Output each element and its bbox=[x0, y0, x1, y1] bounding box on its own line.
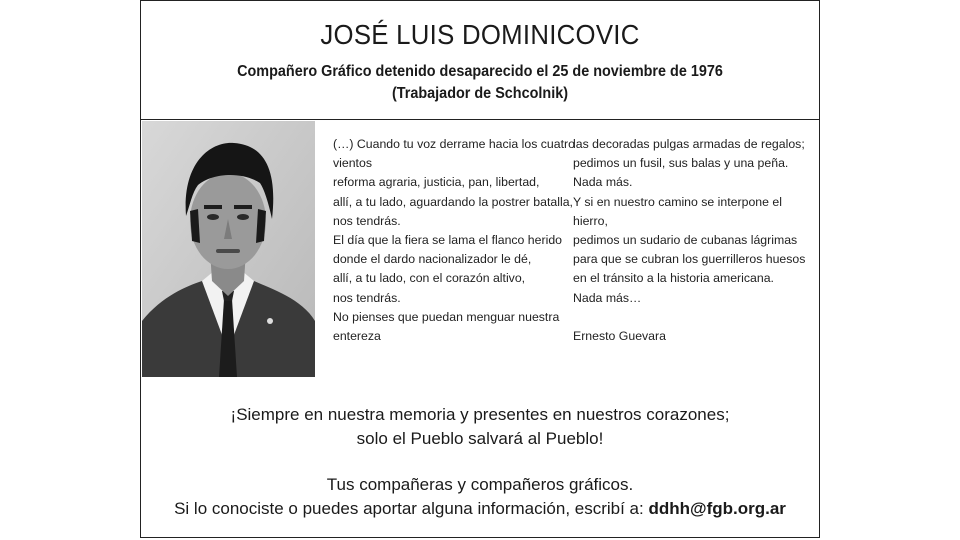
poem-line: Y si en nuestro camino se interpone el bbox=[573, 194, 782, 209]
poem-column-2 bbox=[573, 135, 813, 346]
poem-line: allí, a tu lado, con el corazón altivo, bbox=[333, 271, 526, 286]
tribute-message bbox=[141, 403, 819, 451]
poem-line: El día que la fiera se lama el flanco herido bbox=[333, 233, 562, 248]
poem-spacer bbox=[573, 308, 813, 327]
portrait-photo bbox=[142, 121, 315, 377]
poem-line: allí, a tu lado, aguardando la postrer batalla, bbox=[333, 194, 573, 209]
poem-line: (…) Cuando tu voz derrame hacia los cuatro bbox=[333, 137, 575, 151]
contact-email-link[interactable]: ddhh@fgb.org.ar bbox=[648, 499, 786, 518]
poem-line: Nada más… bbox=[573, 290, 642, 305]
poem-line: entereza bbox=[333, 329, 381, 344]
poem-line: Nada más. bbox=[573, 175, 633, 190]
tribute-line-1: ¡Siempre en nuestra memoria y presentes en nuestros corazones; bbox=[230, 405, 730, 424]
poem-line: pedimos un sudario de cubanas lágrimas bbox=[573, 233, 798, 248]
poem-line: No pienses que puedan menguar nuestra bbox=[333, 309, 560, 324]
subtitle-detention: Compañero Gráfico detenido desaparecido el 25 de noviembre de 1976 bbox=[237, 63, 723, 80]
header bbox=[141, 1, 819, 120]
contact-line bbox=[141, 497, 819, 521]
poem-line: pedimos un fusil, sus balas y una peña. bbox=[573, 156, 789, 171]
poem-line: en el tránsito a la historia americana. bbox=[573, 271, 774, 286]
subtitle-workplace: (Trabajador de Schcolnik) bbox=[391, 85, 569, 102]
poem-line: reforma agraria, justicia, pan, libertad, bbox=[333, 175, 540, 190]
poem-line: para que se cubran los guerrilleros huesos bbox=[573, 252, 806, 267]
poem-column-1 bbox=[333, 135, 575, 346]
portrait-photo-icon bbox=[142, 121, 315, 377]
poem-author: Ernesto Guevara bbox=[573, 329, 666, 344]
poem-line: hierro, bbox=[573, 213, 608, 228]
poem-line: las decoradas pulgas armadas de regalos; bbox=[573, 137, 805, 151]
contact-text: Si lo conociste o puedes aportar alguna información, escribí a: bbox=[174, 499, 649, 518]
memorial-card bbox=[140, 0, 820, 538]
poem-line: nos tendrás. bbox=[333, 213, 401, 228]
poem-line: nos tendrás. bbox=[333, 290, 401, 305]
contact-message bbox=[141, 473, 819, 521]
poem-line: donde el dardo nacionalizador le dé, bbox=[333, 252, 532, 267]
tribute-line-2: solo el Pueblo salvará al Pueblo! bbox=[356, 429, 604, 448]
person-name: JOSÉ LUIS DOMINICOVIC bbox=[320, 19, 640, 50]
signature-line: Tus compañeras y compañeros gráficos. bbox=[326, 475, 634, 494]
poem-line: vientos bbox=[333, 156, 372, 171]
